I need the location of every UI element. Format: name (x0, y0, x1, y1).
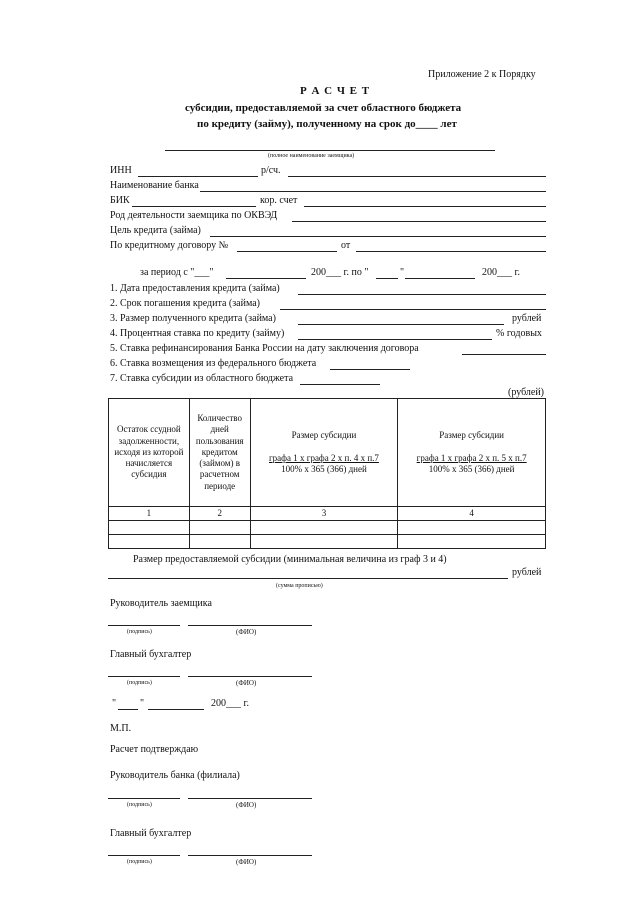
date-day-field[interactable] (118, 709, 138, 710)
contract-number-field[interactable] (237, 251, 337, 252)
sign-caption: (подпись) (127, 680, 152, 686)
table-colnum-3: 3 (250, 507, 398, 521)
table-colnum-2: 2 (189, 507, 250, 521)
item-5-field[interactable] (462, 354, 546, 355)
date-quote-open: " (112, 698, 117, 709)
borrower-name-line[interactable] (165, 150, 495, 151)
title-line3: по кредиту (займу), полученному на срок до____ лет (197, 118, 457, 130)
chief-accountant-sign-field[interactable] (108, 676, 180, 677)
ks-field[interactable] (304, 206, 546, 207)
title-line1: Р А С Ч Е Т (300, 85, 371, 97)
bik-field[interactable] (132, 206, 256, 207)
title-line2: субсидии, предоставляемой за счет областного бюджета (185, 102, 462, 114)
period-year1: 200___ г. по " (311, 267, 369, 278)
subsidy-table (108, 398, 546, 549)
chief-accountant-label: Главный бухгалтер (110, 649, 192, 660)
bank-label: Наименование банка (110, 180, 199, 191)
date-month-field[interactable] (148, 709, 204, 710)
chief-accountant2-sign-field[interactable] (108, 855, 180, 856)
confirmed-label: Расчет подтверждаю (110, 744, 199, 755)
head-borrower-label: Руководитель заемщика (110, 598, 212, 609)
subsidy-size-label: Размер предоставляемой субсидии (минимальная величина из граф 3 и 4) (133, 554, 447, 565)
chief-accountant2-fio-field[interactable] (188, 855, 312, 856)
item-2-field[interactable] (280, 309, 546, 310)
inn-field[interactable] (138, 176, 258, 177)
period-to-month-field[interactable] (405, 278, 475, 279)
fio-caption: (ФИО) (236, 858, 257, 866)
bik-label: БИК (110, 195, 130, 206)
period-year2: 200___ г. (482, 267, 520, 278)
rs-field[interactable] (288, 176, 546, 177)
purpose-label: Цель кредита (займа) (110, 225, 201, 236)
contract-date-field[interactable] (356, 251, 546, 252)
table-cell[interactable] (250, 535, 398, 549)
appendix-label: Приложение 2 к Порядку (428, 69, 536, 80)
item-1-field[interactable] (298, 294, 546, 295)
period-from-month-field[interactable] (226, 278, 306, 279)
item-3-field[interactable] (298, 324, 504, 325)
item-4-unit: % годовых (496, 328, 542, 339)
date-quote-close: " (140, 698, 145, 709)
table-units: (рублей) (508, 387, 545, 398)
head-bank-sign-field[interactable] (108, 798, 180, 799)
okved-field[interactable] (292, 221, 546, 222)
rs-label: р/сч. (261, 165, 281, 176)
item-6-field[interactable] (330, 369, 410, 370)
contract-label: По кредитному договору № (110, 240, 229, 251)
subsidy-amount-field[interactable] (108, 578, 508, 579)
table-cell[interactable] (109, 535, 190, 549)
period-label: за период с "___" (140, 267, 214, 278)
table-cell[interactable] (109, 521, 190, 535)
item-4: 4. Процентная ставка по кредиту (займу) (110, 328, 285, 339)
inn-label: ИНН (110, 165, 132, 176)
chief-accountant2-label: Главный бухгалтер (110, 828, 192, 839)
ks-label: кор. счет (260, 195, 298, 206)
subsidy-amount-unit: рублей (512, 567, 542, 578)
item-3: 3. Размер полученного кредита (займа) (110, 313, 276, 324)
item-2: 2. Срок погашения кредита (займа) (110, 298, 260, 309)
table-header-col4: Размер субсидии графа 1 х графа 2 х п. 5 х п.7 100% х 365 (366) дней (398, 399, 546, 507)
table-cell[interactable] (189, 535, 250, 549)
date-year: 200___ г. (211, 698, 249, 709)
sign-caption: (подпись) (127, 802, 152, 808)
item-7-field[interactable] (300, 384, 380, 385)
head-borrower-sign-field[interactable] (108, 625, 180, 626)
item-5: 5. Ставка рефинансирования Банка России на дату заключения договора (110, 343, 419, 354)
table-cell[interactable] (189, 521, 250, 535)
okved-label: Род деятельности заемщика по ОКВЭД (110, 210, 278, 221)
item-6: 6. Ставка возмещения из федерального бюджета (110, 358, 317, 369)
borrower-caption: (полное наименование заемщика) (268, 153, 355, 159)
table-cell[interactable] (398, 535, 546, 549)
head-bank-label: Руководитель банка (филиала) (110, 770, 240, 781)
fio-caption: (ФИО) (236, 801, 257, 809)
sum-caption: (сумма прописью) (276, 583, 323, 589)
table-header-col3: Размер субсидии графа 1 х графа 2 х п. 4 х п.7 100% х 365 (366) дней (250, 399, 398, 507)
stamp-label: М.П. (110, 723, 132, 734)
fio-caption: (ФИО) (236, 679, 257, 687)
table-header-col1: Остаток ссудной задолженности, исходя из которой начисляется субсидия (109, 399, 190, 507)
item-7: 7. Ставка субсидии из областного бюджета (110, 373, 294, 384)
table-cell[interactable] (250, 521, 398, 535)
sign-caption: (подпись) (127, 859, 152, 865)
table-colnum-4: 4 (398, 507, 546, 521)
head-borrower-fio-field[interactable] (188, 625, 312, 626)
purpose-field[interactable] (210, 236, 546, 237)
item-3-unit: рублей (512, 313, 542, 324)
period-quote: " (400, 267, 405, 278)
table-colnum-1: 1 (109, 507, 190, 521)
period-to-day-field[interactable] (376, 278, 398, 279)
head-bank-fio-field[interactable] (188, 798, 312, 799)
table-cell[interactable] (398, 521, 546, 535)
table-header-col2: Количество дней пользования кредитом (займом) в расчетном периоде (189, 399, 250, 507)
fio-caption: (ФИО) (236, 628, 257, 636)
chief-accountant-fio-field[interactable] (188, 676, 312, 677)
contract-from-label: от (341, 240, 351, 251)
item-1: 1. Дата предоставления кредита (займа) (110, 283, 280, 294)
item-4-field[interactable] (298, 339, 492, 340)
sign-caption: (подпись) (127, 629, 152, 635)
bank-field[interactable] (200, 191, 546, 192)
